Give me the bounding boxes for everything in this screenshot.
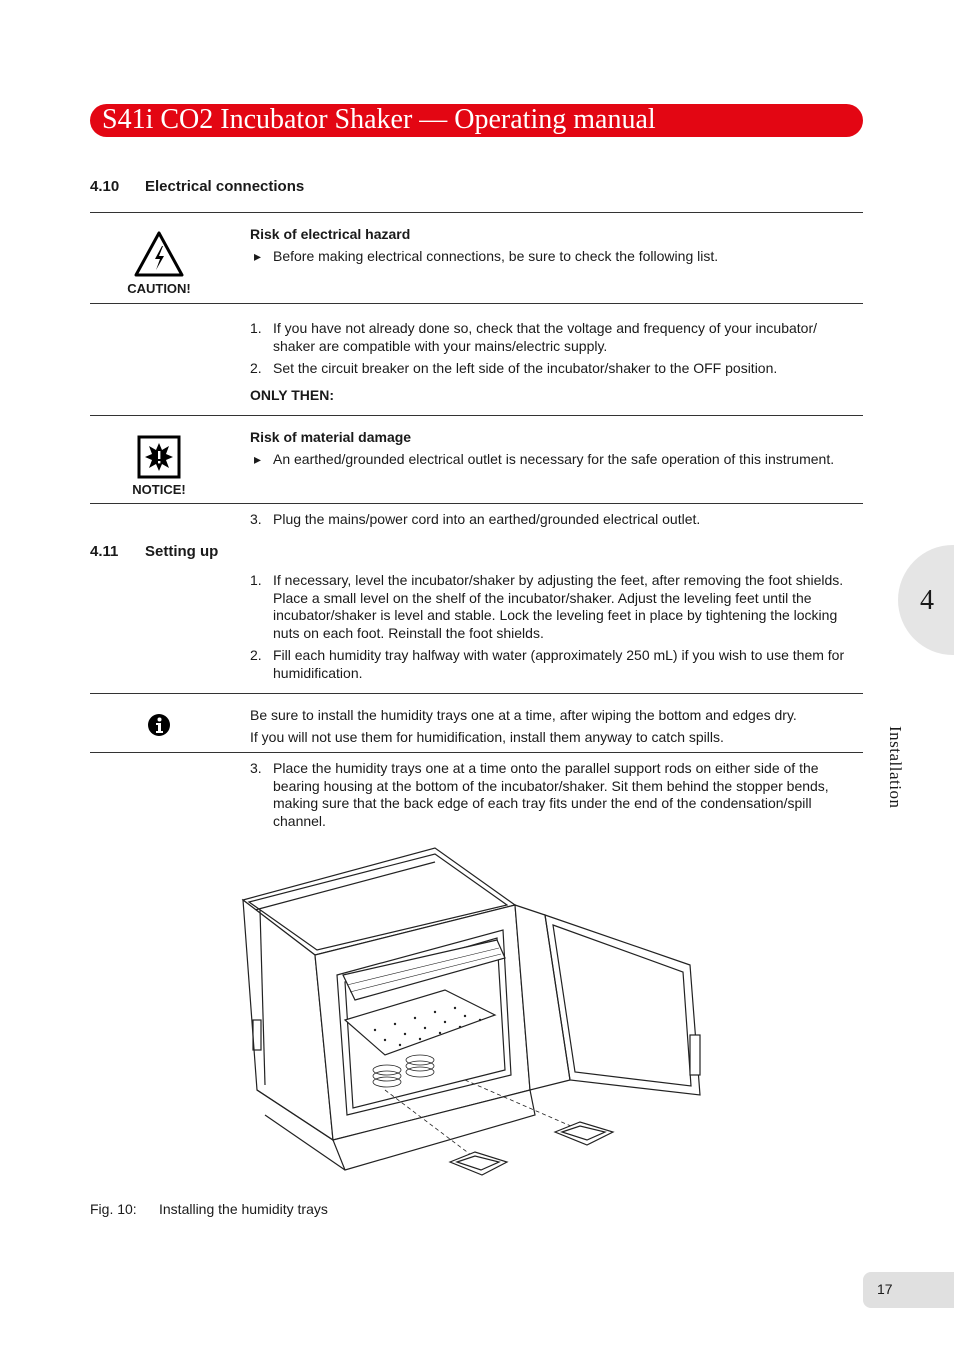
notice-heading: Risk of material damage (250, 429, 412, 445)
bullet-arrow-icon: ▸ (254, 451, 262, 467)
step-number: 3. (250, 760, 262, 776)
step-number: 1. (250, 320, 262, 336)
step-number: 1. (250, 572, 262, 588)
info-icon (147, 713, 171, 737)
divider (90, 503, 863, 504)
material-damage-icon (137, 435, 181, 479)
figure-number: Fig. 10: (90, 1201, 137, 1217)
divider (90, 415, 863, 416)
figure-caption: Installing the humidity trays (159, 1201, 328, 1217)
notice-label: NOTICE! (132, 482, 186, 497)
caution-bullet: Before making electrical connections, be sure to check the following list. (273, 248, 719, 264)
section-title: Electrical connections (145, 178, 305, 195)
step-text: Fill each humidity tray halfway with water (approximately 250 mL) if you wish to use them for humidification. (273, 647, 845, 681)
divider (90, 303, 863, 304)
divider (90, 693, 863, 694)
info-line-2: If you will not use them for humidification, install them anyway to catch spills. (250, 729, 724, 745)
step-text: Plug the mains/power cord into an earthed/grounded electrical outlet. (273, 511, 701, 527)
incubator-illustration (235, 840, 715, 1190)
step-number: 2. (250, 360, 262, 376)
electrical-hazard-icon (133, 230, 185, 278)
chapter-number: 4 (920, 585, 934, 616)
caution-heading: Risk of electrical hazard (250, 226, 411, 242)
step-text: Place the humidity trays one at a time onto the parallel support rods on either side of the bearing housing at the bottom of the incubator/shaker. Sit them behind the stopper bends, making sure that the back edge of each tray fits under the end of the condensation/spill channel. (273, 760, 829, 829)
step-number: 3. (250, 511, 262, 527)
section-title: Setting up (145, 543, 219, 560)
step-text: If necessary, level the incubator/shaker by adjusting the feet, after removing the foot shields. Place a small level on the shelf of the incubator/shaker. Adjust the leveling feet until the incubator/shaker is level and stable. Lock the leveling feet in place by tightening the locking nuts on each foot. Reinstall the foot shields. (273, 572, 844, 641)
only-then-label: ONLY THEN: (250, 387, 335, 403)
divider (90, 212, 863, 213)
bullet-arrow-icon: ▸ (254, 248, 262, 264)
page-number: 17 (877, 1281, 893, 1297)
step-text: If you have not already done so, check that the voltage and frequency of your incubator/ shaker are compatible with your mains/electric supply. (273, 320, 818, 354)
section-number: 4.10 (90, 178, 120, 195)
step-text: Set the circuit breaker on the left side of the incubator/shaker to the OFF position. (273, 360, 778, 376)
info-line-1: Be sure to install the humidity trays one at a time, after wiping the bottom and edges dry. (250, 707, 797, 723)
step-number: 2. (250, 647, 262, 663)
chapter-label: Installation (886, 726, 905, 809)
divider (90, 752, 863, 753)
notice-bullet: An earthed/grounded electrical outlet is necessary for the safe operation of this instrument. (273, 451, 835, 467)
page-title: S41i CO2 Incubator Shaker — Operating manual (102, 104, 656, 135)
caution-label: CAUTION! (127, 281, 191, 296)
section-number: 4.11 (90, 543, 119, 560)
